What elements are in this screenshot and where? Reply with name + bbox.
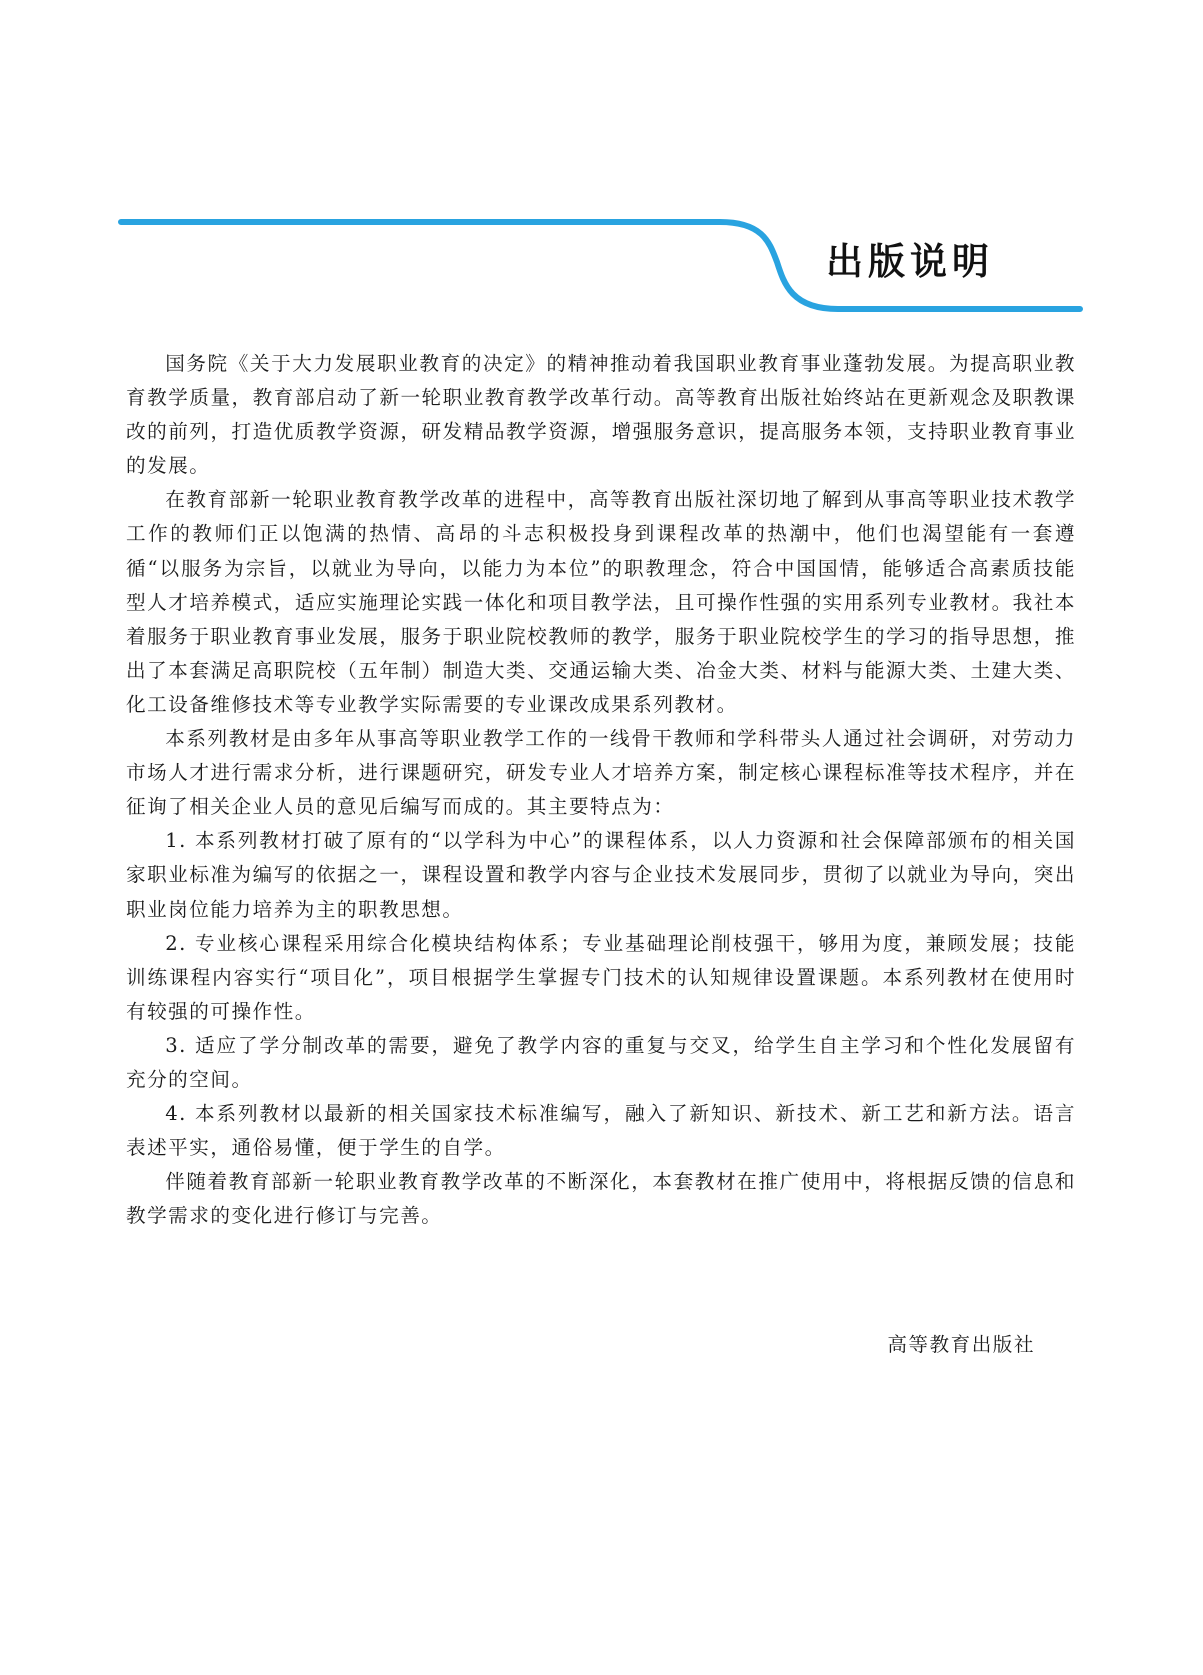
paragraph: 在教育部新一轮职业教育教学改革的进程中，高等教育出版社深切地了解到从事高等职业技术教学工作的教师们正以饱满的热情、高昂的斗志积极投身到课程改革的热潮中，他们也渴望能有一套遵循“以服务为宗旨，以就业为导向，以能力为本位”的职教理念，符合中国国情，能够适合高素质技能型人才培养模式，适应实施理论实践一体化和项目教学法，且可操作性强的实用系列专业教材。我社本着服务于职业教育事业发展，服务于职业院校教师的教学，服务于职业院校学生的学习的指导思想，推出了本套满足高职院校（五年制）制造大类、交通运输大类、冶金大类、材料与能源大类、土建大类、化工设备维修技术等专业教学实际需要的专业课改成果系列教材。 bbox=[126, 488, 1076, 716]
preface-body bbox=[126, 347, 1076, 1233]
paragraph: 1. 本系列教材打破了原有的“以学科为中心”的课程体系，以人力资源和社会保障部颁布的相关国家职业标准为编写的依据之一，课程设置和教学内容与企业技术发展同步，贯彻了以就业为导向，突出职业岗位能力培养为主的职教思想。 bbox=[126, 829, 1076, 921]
publisher-signature: 高等教育出版社 bbox=[887, 1333, 1035, 1356]
paragraph: 国务院《关于大力发展职业教育的决定》的精神推动着我国职业教育事业蓬勃发展。为提高职业教育教学质量，教育部启动了新一轮职业教育教学改革行动。高等教育出版社始终站在更新观念及职教课改的前列，打造优质教学资源，研发精品教学资源，增强服务意识，提高服务本领，支持职业教育事业的发展。 bbox=[126, 352, 1076, 478]
header-accent-rule bbox=[0, 0, 1203, 330]
paragraph: 伴随着教育部新一轮职业教育教学改革的不断深化，本套教材在推广使用中，将根据反馈的信息和教学需求的变化进行修订与完善。 bbox=[126, 1170, 1076, 1228]
paragraph: 2. 专业核心课程采用综合化模块结构体系；专业基础理论削枝强干，够用为度，兼顾发展；技能训练课程内容实行“项目化”，项目根据学生掌握专门技术的认知规律设置课题。本系列教材在使用时有较强的可操作性。 bbox=[126, 931, 1076, 1023]
paragraph: 本系列教材是由多年从事高等职业教学工作的一线骨干教师和学科带头人通过社会调研，对劳动力市场人才进行需求分析，进行课题研究，研发专业人才培养方案，制定核心课程标准等技术程序，并在征询了相关企业人员的意见后编写而成的。其主要特点为： bbox=[126, 727, 1076, 819]
page-title: 出版说明 bbox=[826, 240, 994, 283]
paragraph: 4. 本系列教材以最新的相关国家技术标准编写，融入了新知识、新技术、新工艺和新方法。语言表述平实，通俗易懂，便于学生的自学。 bbox=[126, 1102, 1076, 1160]
paragraph: 3. 适应了学分制改革的需要，避免了教学内容的重复与交叉，给学生自主学习和个性化发展留有充分的空间。 bbox=[126, 1033, 1076, 1091]
